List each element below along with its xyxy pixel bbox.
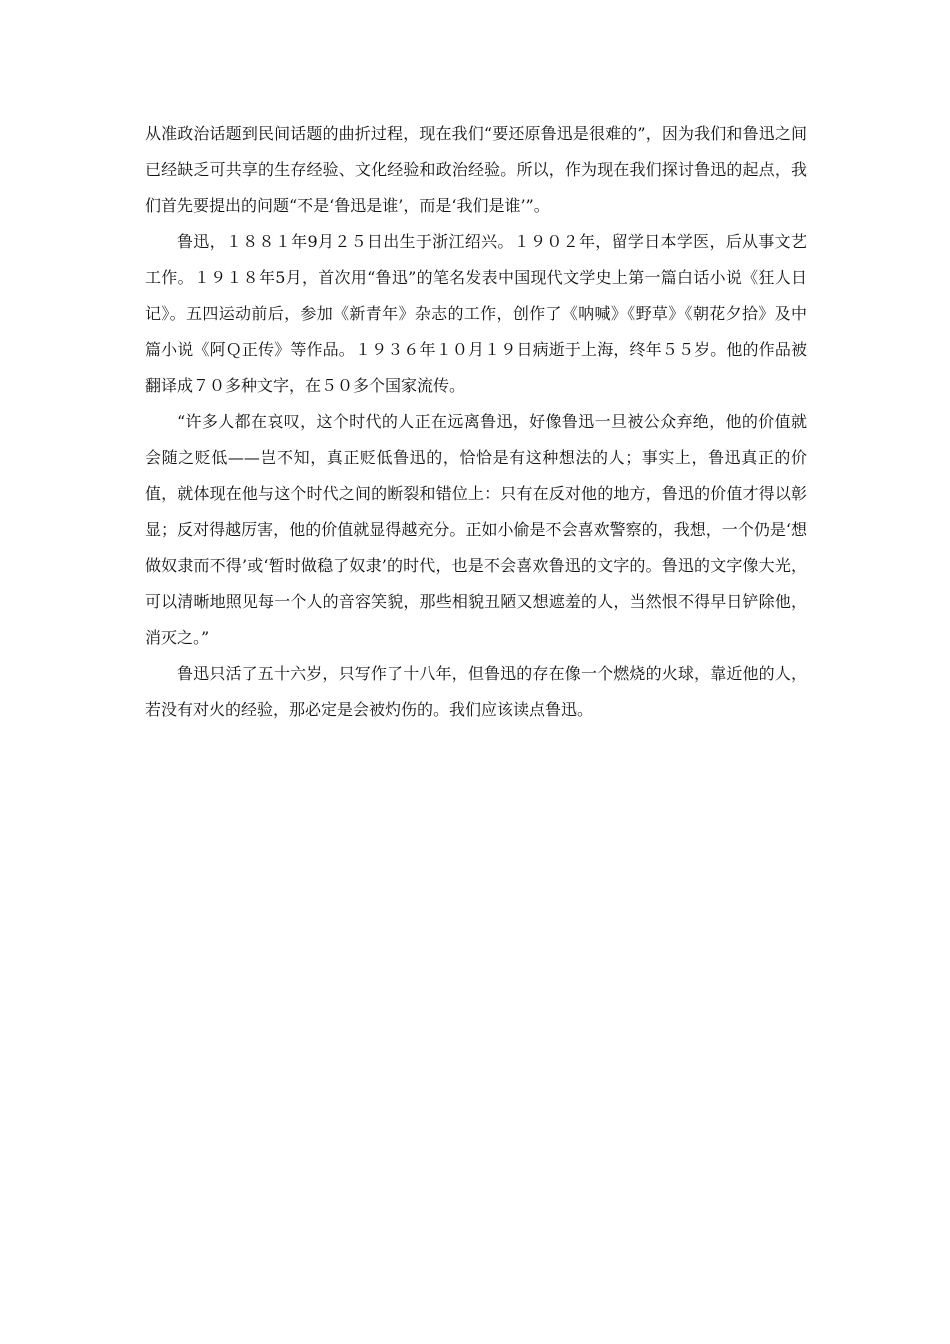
article-body <box>145 116 807 728</box>
paragraph-biography: 鲁迅，１８８１年9月２５日出生于浙江绍兴。１９０２年，留学日本学医，后从事文艺工作。１９１８年5月，首次用“鲁迅”的笔名发表中国现代文学史上第一篇白话小说《狂人日记》。五四运动前后，参加《新青年》杂志的工作，创作了《呐喊》《野草》《朝花夕拾》及中篇小说《阿Ｑ正传》等作品。１９３６年１０月１９日病逝于上海，终年５５岁。他的作品被翻译成７０多种文字，在５０多个国家流传。 <box>145 232 807 395</box>
paragraph-quote: “许多人都在哀叹，这个时代的人正在远离鲁迅，好像鲁迅一旦被公众弃绝，他的价值就会随之贬低——岂不知，真正贬低鲁迅的，恰恰是有这种想法的人；事实上，鲁迅真正的价值，就体现在他与这个时代之间的断裂和错位上：只有在反对他的地方，鲁迅的价值才得以彰显；反对得越厉害，他的价值就显得越充分。正如小偷是不会喜欢警察的，我想，一个仍是‘想做奴隶而不得’或‘暂时做稳了奴隶’的时代，也是不会喜欢鲁迅的文字的。鲁迅的文字像大光，可以清晰地照见每一个人的音容笑貌，那些相貌丑陋又想遮羞的人，当然恨不得早日铲除他，消灭之。” <box>145 412 807 647</box>
paragraph-continuation: 从准政治话题到民间话题的曲折过程，现在我们“要还原鲁迅是很难的”，因为我们和鲁迅之间已经缺乏可共享的生存经验、文化经验和政治经验。所以，作为现在我们探讨鲁迅的起点，我们首先要提出的问题“不是‘鲁迅是谁’，而是‘我们是谁’”。 <box>145 124 807 215</box>
paragraph-conclusion: 鲁迅只活了五十六岁，只写作了十八年，但鲁迅的存在像一个燃烧的火球，靠近他的人，若没有对火的经验，那必定是会被灼伤的。我们应该读点鲁迅。 <box>145 664 807 719</box>
